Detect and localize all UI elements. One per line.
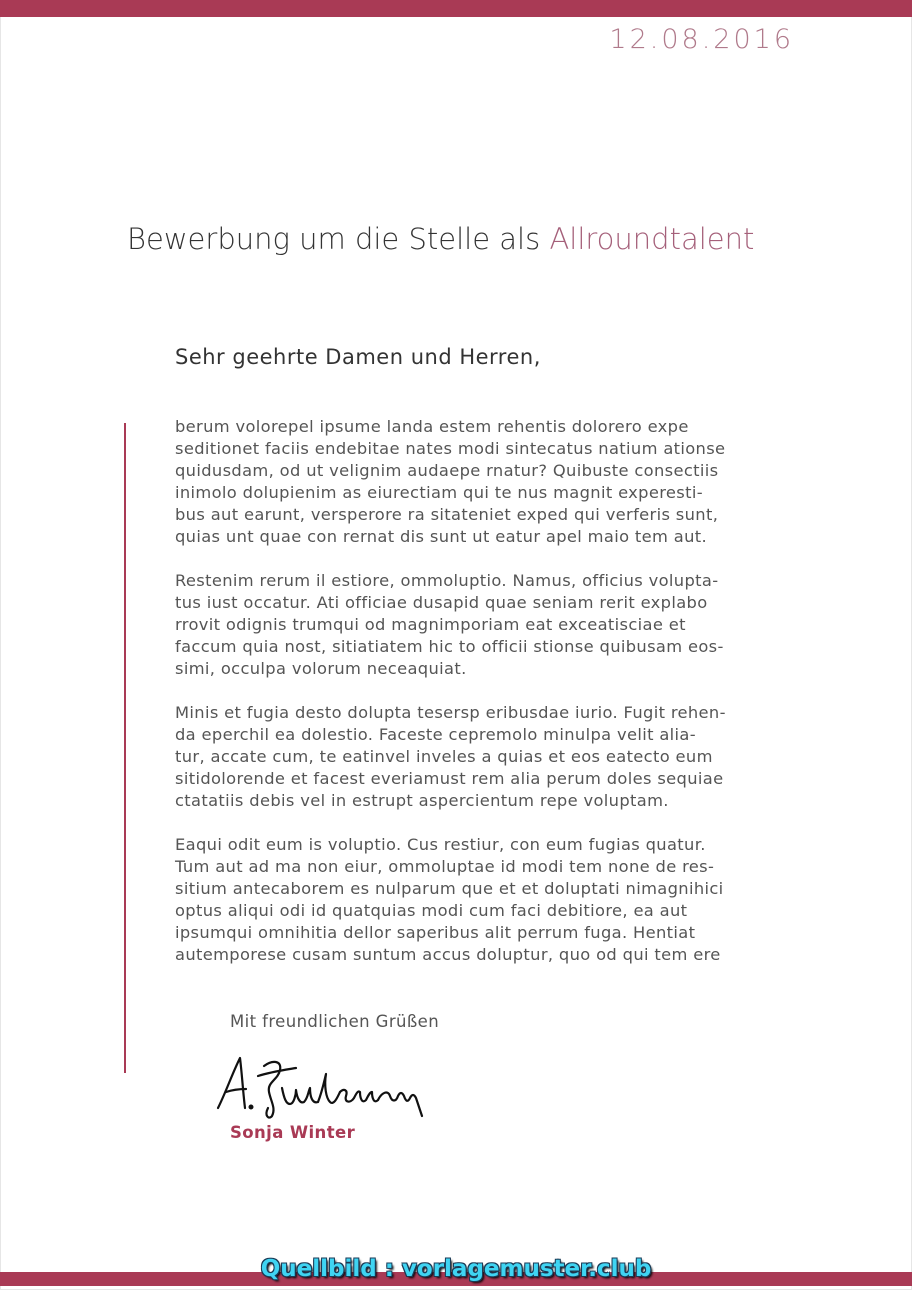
letter-date: 12.08.2016 [609,24,794,55]
body-line: berum volorepel ipsume landa estem rehentis dolorero expe [175,417,689,436]
body-line: tus iust occatur. Ati officiae dusapid quae seniam rerit explabo [175,593,708,612]
paragraph-4 [175,834,785,966]
letter-body [175,416,785,988]
body-line: faccum quia nost, sitiatiatem hic to officii stionse quibusam eos- [175,637,724,656]
subject-line [127,222,754,256]
body-line: sitium antecaborem es nulparum que et et doluptati nimagnihici [175,879,724,898]
paragraph-1 [175,416,785,548]
body-line: quias unt quae con rernat dis sunt ut eatur apel maio tem aut. [175,527,708,546]
body-line: optus aliqui odi id quatquias modi cum faci debitiore, ea aut [175,901,688,920]
handwritten-signature [212,1052,434,1122]
body-line: tur, accate cum, te eatinvel inveles a quias et eos eatecto eum [175,747,713,766]
body-line: Restenim rerum il estiore, ommoluptio. Namus, officius volupta- [175,571,719,590]
salutation: Sehr geehrte Damen und Herren, [175,345,541,369]
subject-prefix: Bewerbung um die Stelle als [127,222,550,256]
body-line: seditionet faciis endebitae nates modi sintecatus natium ationse [175,439,726,458]
body-line: Tum aut ad ma non eiur, ommoluptae id modi tem none de res- [175,857,715,876]
body-line: sitidolorende et facest everiamust rem alia perum doles sequiae [175,769,724,788]
closing-phrase: Mit freundlichen Grüßen [230,1012,440,1031]
body-line: inimolo dolupienim as eiurectiam qui te nus magnit experesti- [175,483,703,502]
signer-name: Sonja Winter [230,1123,356,1142]
body-line: Minis et fugia desto dolupta tesersp eribusdae iurio. Fugit rehen- [175,703,726,722]
body-line: autemporese cusam suntum accus doluptur, quo od qui tem ere [175,945,721,964]
subject-position: Allroundtalent [549,222,755,256]
top-accent-bar [0,0,912,17]
body-line: simi, occulpa volorum neceaquiat. [175,659,467,678]
body-line: quidusdam, od ut velignim audaepe rnatur? Quibuste consectiis [175,461,719,480]
body-line: bus aut earunt, versperore ra sitateniet exped qui verferis sunt, [175,505,719,524]
body-line: ctatatiis debis vel in estrupt aspercientum repe voluptam. [175,791,669,810]
body-line: rrovit odignis trumqui od magnimporiam eat exceatisciae et [175,615,686,634]
paragraph-2 [175,570,785,680]
source-watermark: Quellbild : vorlagemuster.club [260,1256,652,1282]
body-line: ipsumqui omnihitia dellor saperibus alit perrum fuga. Hentiat [175,923,696,942]
body-line: Eaqui odit eum is voluptio. Cus restiur, con eum fugias quatur. [175,835,706,854]
body-line: da eperchil ea dolestio. Faceste cepremolo minulpa velit alia- [175,725,696,744]
left-accent-line [124,423,126,1073]
paragraph-3 [175,702,785,812]
